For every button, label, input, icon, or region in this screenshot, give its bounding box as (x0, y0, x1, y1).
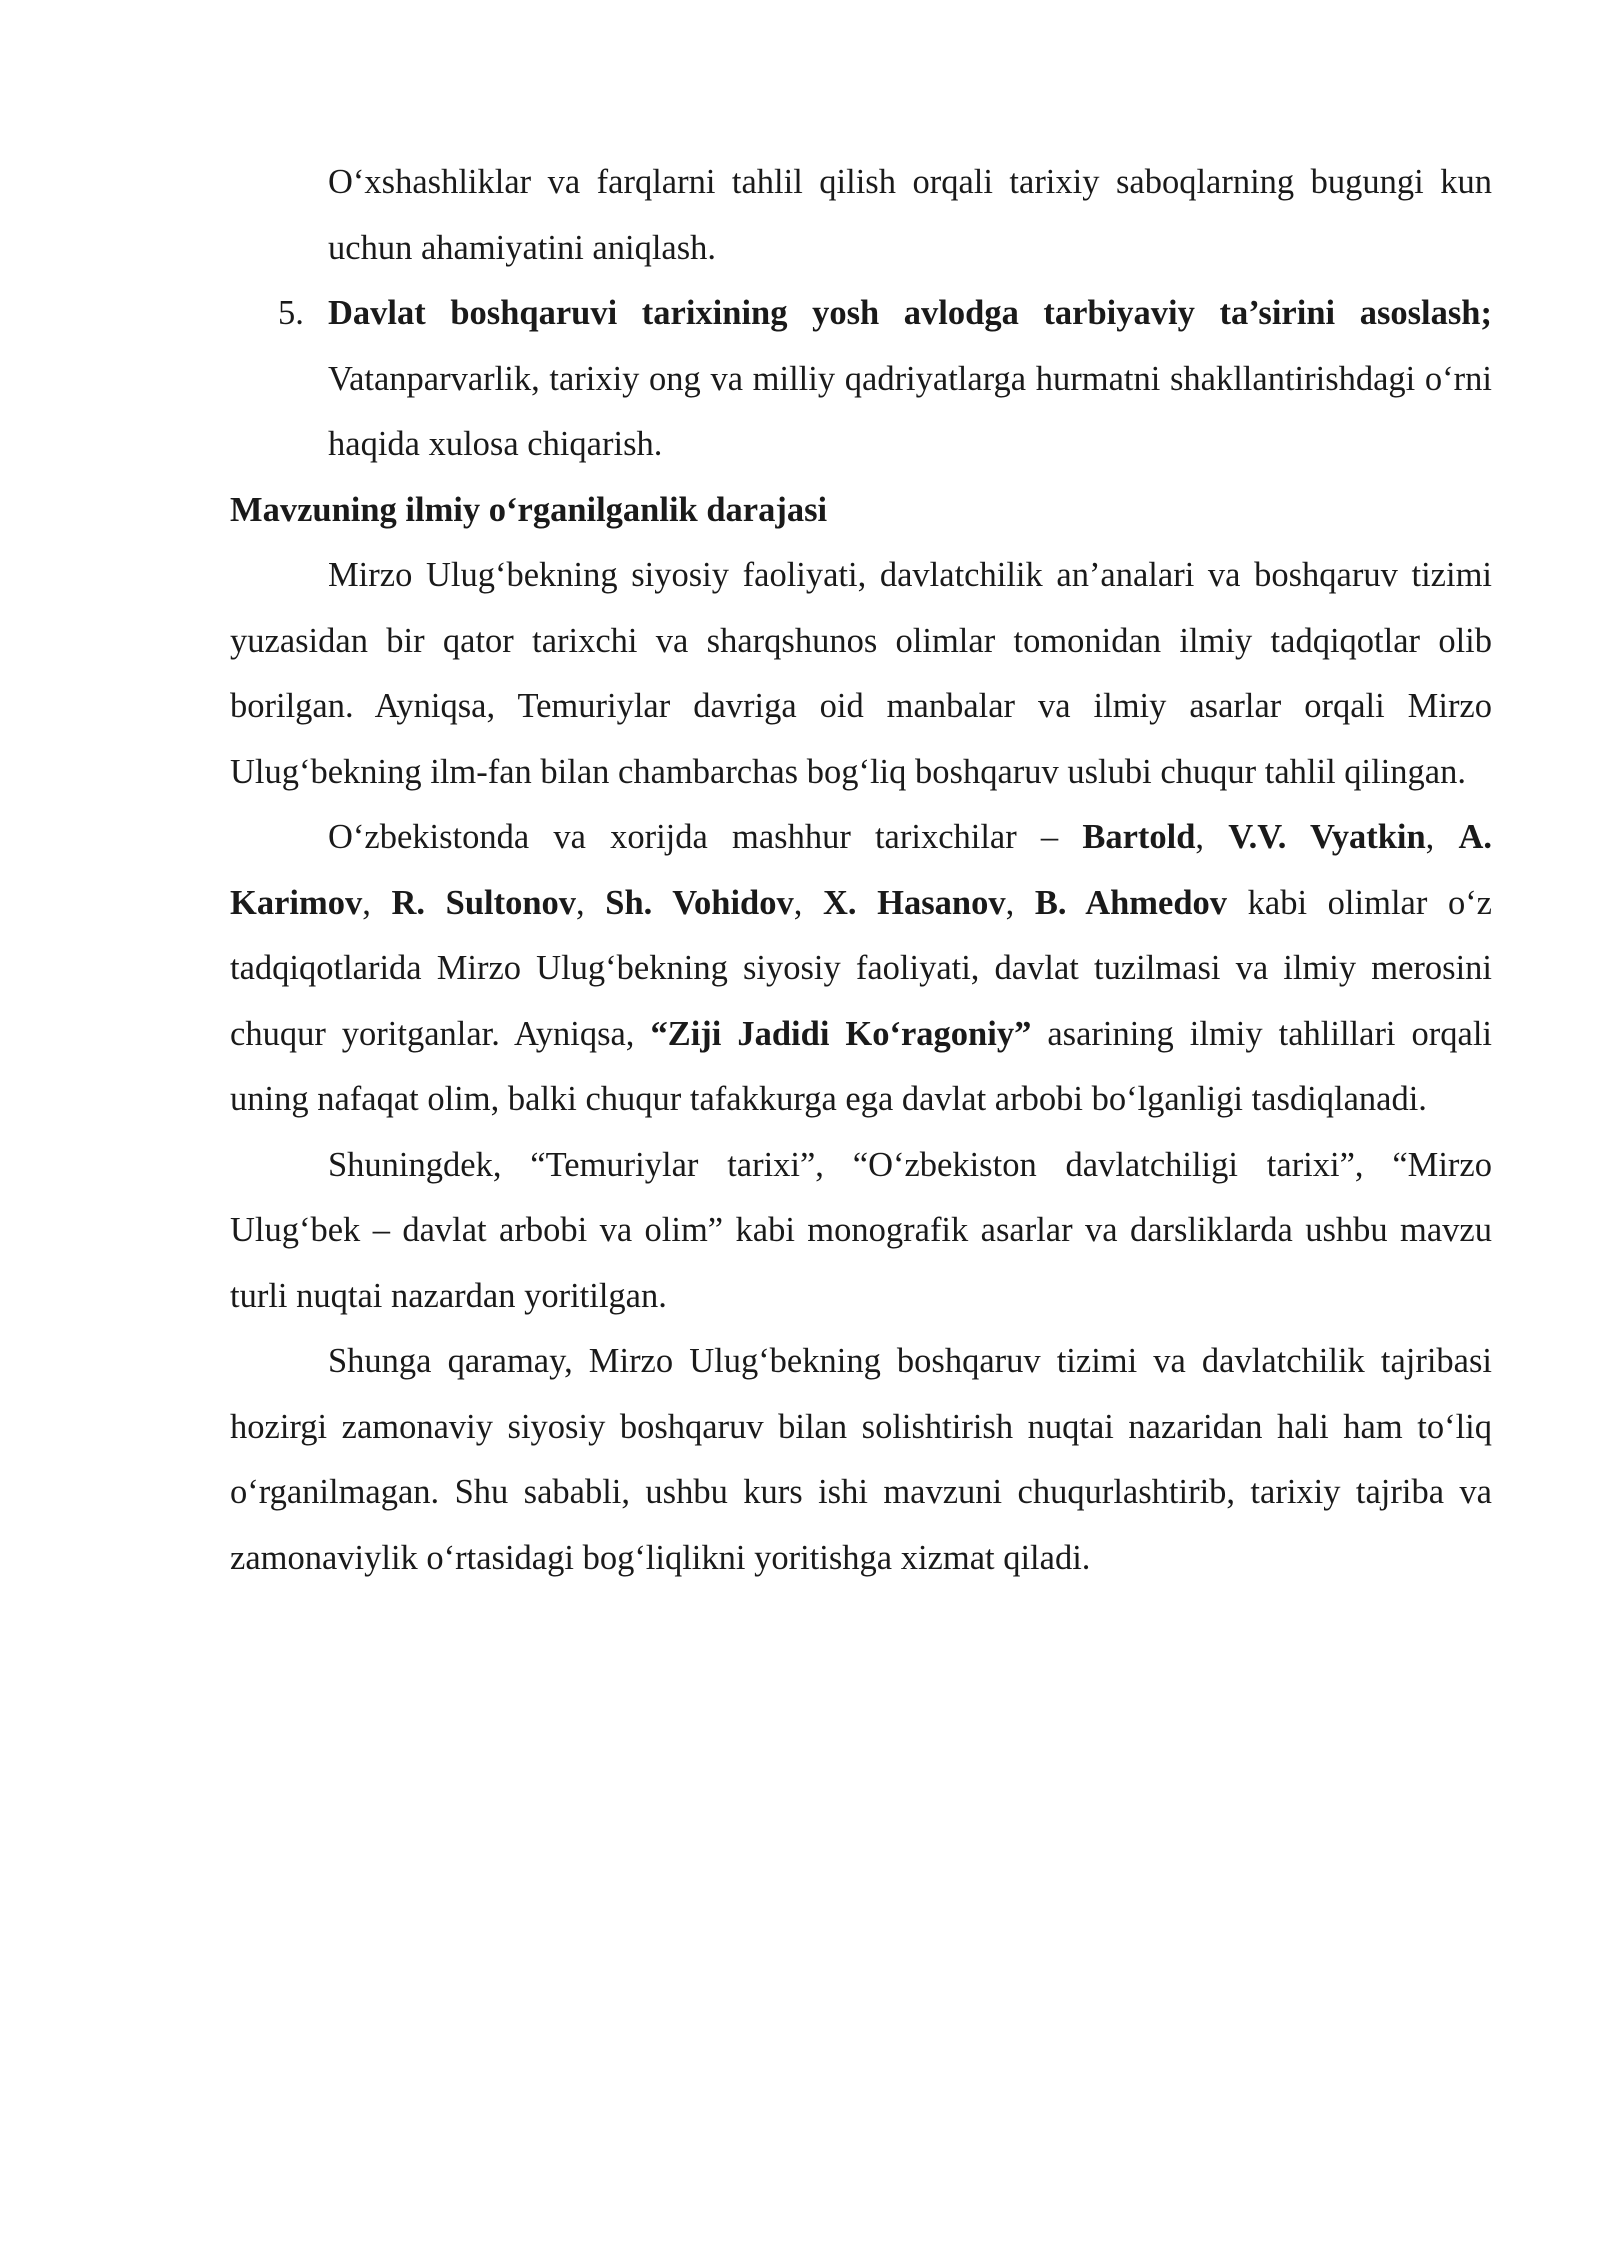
p2-intro: O‘zbekistonda va xorijda mashhur tarixchilar – (328, 818, 1083, 856)
list-item-5-body (328, 281, 1492, 478)
separator: , (793, 883, 823, 922)
p2-end: asarining ilmiy tahlillari orqali uning nafaqat olim, balki chuqur tafakkurga ega davlat arbobi bo‘lganligi tasdiqlanadi. (230, 1014, 1492, 1118)
paragraph-1: Mirzo Ulug‘bekning siyosiy faoliyati, davlatchilik an’analari va boshqaruv tizimi yuzasidan bir qator tarixchi va sharqshunos olimlar tomonidan ilmiy tadqiqotlar olib borilgan. Ayniqsa, Temuriylar davriga oid manbalar va ilmiy asarlar orqali Mirzo Ulug‘bekning ilm-fan bilan chambarchas bog‘liq boshqaruv uslubi chuqur tahlil qilingan. (230, 556, 1492, 791)
separator: , (1425, 818, 1459, 856)
document-page (230, 150, 1492, 1591)
historian-name: V.V. Vyatkin (1228, 818, 1426, 856)
paragraph-4: Shunga qaramay, Mirzo Ulug‘bekning boshqaruv tizimi va davlatchilik tajribasi hozirgi zamonaviy siyosiy boshqaruv bilan solishtirish nuqtai nazaridan hali ham to‘liq o‘rganilmagan. Shu sababli, ushbu kurs ishi mavzuni chuqurlashtirib, tarixiy tajriba va zamonaviylik o‘rtasidagi bog‘liqlikni yoritishga xizmat qiladi. (230, 1342, 1492, 1577)
separator: , (1195, 818, 1229, 856)
historian-name: Bartold (1082, 818, 1196, 856)
separator: , (1005, 883, 1035, 922)
list-item-4-continuation: O‘xshashliklar va farqlarni tahlil qilish orqali tarixiy saboqlarning bugungi kun uchun ahamiyatini aniqlash. (328, 163, 1492, 267)
list-item-5-number: 5. (278, 294, 304, 332)
historian-name: X. Hasanov (822, 883, 1006, 922)
historian-name: B. Ahmedov (1034, 883, 1228, 922)
list-item-5 (230, 281, 1492, 478)
historian-name: R. Sultonov (391, 883, 577, 922)
list-item-5-title: Davlat boshqaruvi tarixining yosh avlodga tarbiyaviy ta’sirini asoslash; (328, 294, 1492, 332)
section-heading: Mavzuning ilmiy o‘rganilganlik darajasi (230, 490, 828, 529)
historian-name: Sh. Vohidov (605, 883, 794, 922)
paragraph-3: Shuningdek, “Temuriylar tarixi”, “O‘zbekiston davlatchiligi tarixi”, “Mirzo Ulug‘bek – davlat arbobi va olim” kabi monografik asarlar va darsliklarda ushbu mavzu turli nuqtai nazardan yoritilgan. (230, 1145, 1492, 1315)
separator: , (576, 883, 606, 922)
paragraph-2 (230, 805, 1492, 1133)
separator: , (362, 883, 392, 922)
work-title: “Ziji Jadidi Ko‘ragoniy” (650, 1014, 1032, 1053)
list-item-5-text: Vatanparvarlik, tarixiy ong va milliy qadriyatlarga hurmatni shakllantirishdagi o‘rni haqida xulosa chiqarish. (328, 359, 1492, 463)
p2-middle: kabi olimlar o‘z tadqiqotlarida Mirzo Ulug‘bekning siyosiy faoliyati, davlat tuzilmasi va ilmiy merosini chuqur yoritganlar. Ayniqsa, (230, 883, 1492, 1053)
historian-name: A. Karimov (230, 818, 1492, 922)
